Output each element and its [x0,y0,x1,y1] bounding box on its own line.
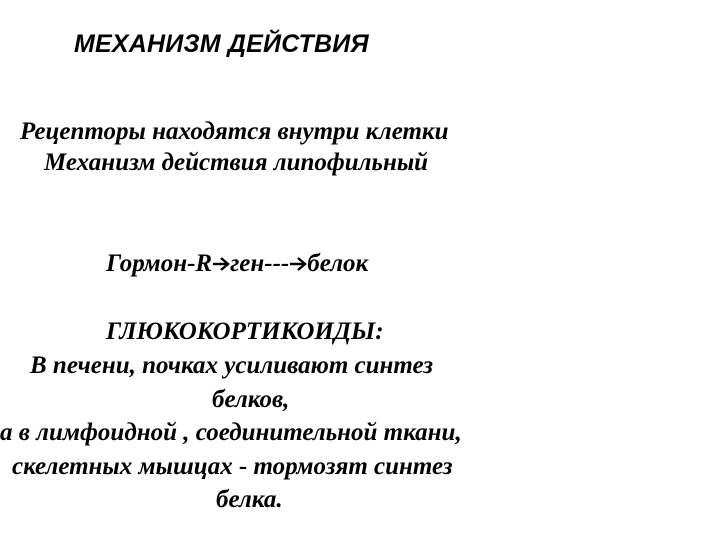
right-arrow-icon [289,254,307,274]
glucocorticoids-heading: ГЛЮКОКОРТИКОИДЫ: [106,318,384,345]
glucocorticoids-line-1: В печени, почках усиливают синтез [30,352,434,379]
scheme-hormone-r: Гормон-R [106,250,213,277]
glucocorticoids-line-4: скелетных мышцах - тормозят синтез [12,453,453,480]
scheme-gene: ген--- [230,250,290,277]
scheme-protein: белок [307,250,369,277]
glucocorticoids-line-5: белка. [216,486,283,513]
hormone-scheme [106,250,368,278]
slide-title: МЕХАНИЗМ ДЕЙСТВИЯ [74,30,369,58]
right-arrow-icon [212,254,230,274]
intro-line-1: Рецепторы находятся внутри клетки [20,118,449,145]
glucocorticoids-line-3: а в лимфоидной , соединительной ткани, [0,419,462,446]
intro-line-2: Механизм действия липофильный [44,149,429,176]
glucocorticoids-line-2: белков, [212,386,290,413]
